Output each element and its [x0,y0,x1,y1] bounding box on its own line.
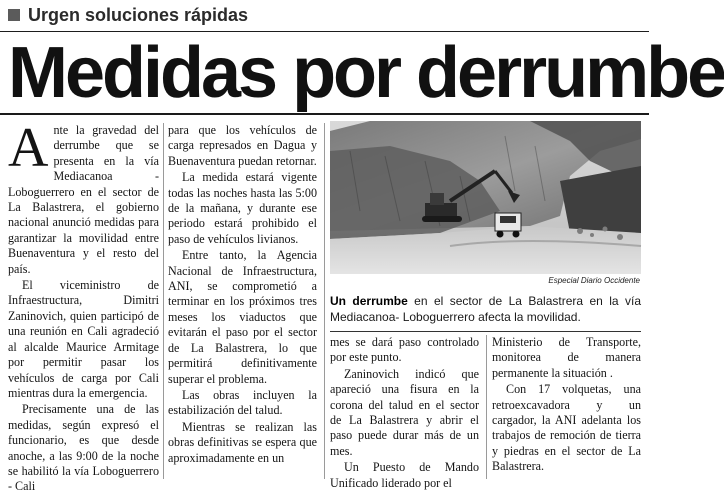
paragraph: El viceministro de Infraestructura, Dimitri Zaninovich, quien participó de una reunión en Cali agradeció al alcalde Maurice Armitage por permitir pasar los vehículos de carga por Cali mientras dura la emergencia. [8,278,159,400]
landslide-photo [330,121,641,274]
paragraph: La medida estará vigente todas las noches hasta las 5:00 de la mañana, y durante ese periodo estará prohibido el paso de vehículos livianos. [168,170,317,246]
caption-lead: Un derrumbe [330,294,408,308]
article-column-4 [492,335,641,479]
paragraph: Zaninovich indicó que apareció una fisura en la corona del talud en el sector de La Balastrera y abrir el paso puede durar más de un mes. [330,366,479,458]
article-column-2 [168,123,317,479]
paragraph: Mientras se realizan las obras definitivas se espera que aproximadamente en un [168,419,317,465]
paragraph: Entre tanto, la Agencia Nacional de Infraestructura, ANI, se comprometió a terminar en los próximos tres meses los viaductos que evitarán el paso por el sector de La Balastrera, lo que permitirá definitivamente superar el problema. [168,248,317,386]
landslide-photo-graphic [330,121,641,274]
section-kicker [8,4,248,26]
article-column-3 [330,335,479,490]
drop-cap: A [8,117,49,179]
photo-credit: Especial Diario Occidente [548,276,640,285]
paragraph: Precisamente una de las medidas, según expresó el funcionario, es que desde anoche, a las 9:00 de la noche se habilitó la vía Loboguerrero - Cali [8,402,159,494]
paragraph-text: nte la gravedad del derrumbe que se presenta en la vía Mediacanoa -Loboguerrero en el sector de La Balastrera, el gobierno nacional anunció medidas para garantizar la movilidad entre Buenaventura y el resto del país. [8,123,159,276]
paragraph: Un Puesto de Mando Unificado liderado por el [330,460,479,490]
photo-caption [330,293,641,327]
paragraph: Con 17 volquetas, una retroexcavadora y un cargador, la ANI adelanta los trabajos de remoción de tierra y piedras en el sector de La Balastrera. [492,382,641,474]
square-bullet-icon [8,9,20,21]
caption-divider [330,331,641,332]
article-column-1 [8,117,159,494]
caption-text: en el sector de La Balastrera en la vía Mediacanoa- Loboguerrero afecta la movilidad. [330,294,641,324]
paragraph-continuation: mes se dará paso controlado por este punto. [330,335,479,365]
top-divider [0,31,649,32]
column-rule [163,123,164,479]
kicker-text: Urgen soluciones rápidas [28,4,249,25]
column-rule [486,335,487,479]
paragraph [8,117,159,277]
paragraph: Las obras incluyen la estabilización del talud. [168,387,317,418]
headline-divider [0,113,649,115]
paragraph-continuation: Ministerio de Transporte, monitorea de manera permanente la situación . [492,335,641,380]
paragraph-continuation: para que los vehículos de carga represados en Dagua y Buenaventura puedan retornar. [168,123,317,168]
column-rule [324,123,325,479]
headline: Medidas por derrumbe [8,33,724,113]
